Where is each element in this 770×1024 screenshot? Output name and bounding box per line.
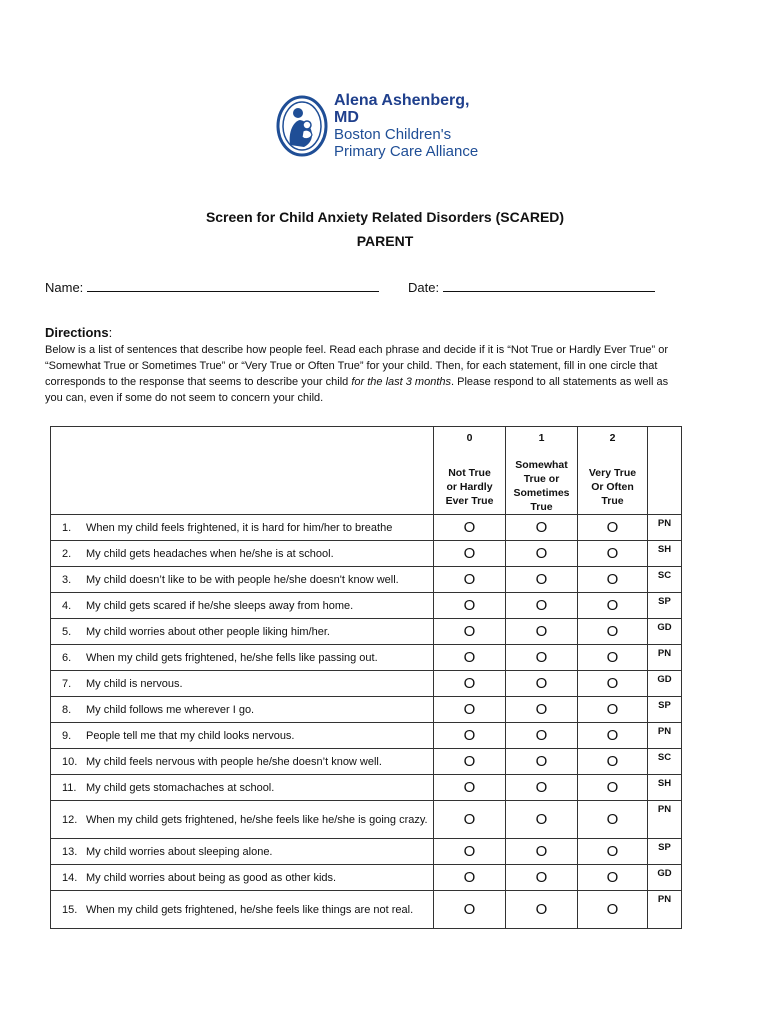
column-header-0: 0 Not True or Hardly Ever True bbox=[434, 427, 506, 515]
name-label: Name: bbox=[45, 280, 84, 295]
response-circle-2[interactable]: O bbox=[578, 567, 648, 593]
response-circle-1[interactable]: O bbox=[506, 619, 578, 645]
response-circle-2[interactable]: O bbox=[578, 593, 648, 619]
item-statement bbox=[51, 891, 434, 929]
item-statement bbox=[51, 645, 434, 671]
item-statement bbox=[51, 865, 434, 891]
table-row bbox=[51, 839, 682, 865]
response-circle-2[interactable]: O bbox=[578, 515, 648, 541]
item-statement bbox=[51, 749, 434, 775]
response-circle-1[interactable]: O bbox=[506, 891, 578, 929]
scoring-code: PN bbox=[648, 645, 682, 671]
item-statement bbox=[51, 515, 434, 541]
mother-child-logo-icon bbox=[276, 95, 328, 157]
directions-emphasis: for the last 3 months bbox=[351, 376, 452, 388]
item-text: When my child gets frightened, he/she feels like things are not real. bbox=[86, 903, 414, 916]
directions-heading: Directions: bbox=[45, 325, 113, 340]
response-circle-1[interactable]: O bbox=[506, 865, 578, 891]
item-statement bbox=[51, 619, 434, 645]
item-text: My child doesn’t like to be with people he/she doesn't know well. bbox=[86, 573, 399, 586]
response-circle-1[interactable]: O bbox=[506, 515, 578, 541]
response-circle-0[interactable]: O bbox=[434, 645, 506, 671]
item-text: My child worries about other people liking him/her. bbox=[86, 625, 330, 638]
item-number: 11. bbox=[62, 781, 77, 794]
response-circle-0[interactable]: O bbox=[434, 619, 506, 645]
response-circle-1[interactable]: O bbox=[506, 541, 578, 567]
item-statement bbox=[51, 723, 434, 749]
item-text: People tell me that my child looks nervous. bbox=[86, 729, 295, 742]
name-field[interactable] bbox=[45, 279, 379, 295]
item-statement bbox=[51, 839, 434, 865]
item-number: 14. bbox=[62, 871, 78, 884]
response-circle-2[interactable]: O bbox=[578, 697, 648, 723]
table-row bbox=[51, 619, 682, 645]
response-circle-0[interactable]: O bbox=[434, 593, 506, 619]
item-text: My child is nervous. bbox=[86, 677, 183, 690]
response-circle-1[interactable]: O bbox=[506, 749, 578, 775]
item-text: My child gets headaches when he/she is at school. bbox=[86, 547, 334, 560]
table-row bbox=[51, 697, 682, 723]
response-circle-0[interactable]: O bbox=[434, 515, 506, 541]
practice-logo bbox=[276, 94, 496, 158]
response-circle-2[interactable]: O bbox=[578, 801, 648, 839]
date-field[interactable] bbox=[408, 279, 655, 295]
item-text: My child gets scared if he/she sleeps away from home. bbox=[86, 599, 354, 612]
scoring-code: GD bbox=[648, 619, 682, 645]
item-number: 10. bbox=[62, 755, 78, 768]
item-statement bbox=[51, 593, 434, 619]
item-number: 15. bbox=[62, 903, 78, 916]
item-statement bbox=[51, 697, 434, 723]
item-text: My child worries about sleeping alone. bbox=[86, 845, 273, 858]
response-circle-0[interactable]: O bbox=[434, 723, 506, 749]
response-circle-2[interactable]: O bbox=[578, 839, 648, 865]
scoring-code: SP bbox=[648, 593, 682, 619]
item-text: My child feels nervous with people he/she doesn’t know well. bbox=[86, 755, 382, 768]
response-circle-1[interactable]: O bbox=[506, 723, 578, 749]
response-circle-1[interactable]: O bbox=[506, 801, 578, 839]
table-row bbox=[51, 865, 682, 891]
scoring-code: SC bbox=[648, 749, 682, 775]
scoring-code: SC bbox=[648, 567, 682, 593]
item-number: 6. bbox=[62, 651, 72, 664]
table-row bbox=[51, 723, 682, 749]
response-circle-2[interactable]: O bbox=[578, 645, 648, 671]
response-circle-1[interactable]: O bbox=[506, 671, 578, 697]
scoring-code: SP bbox=[648, 697, 682, 723]
header-blank-cell bbox=[51, 427, 434, 515]
response-circle-0[interactable]: O bbox=[434, 749, 506, 775]
item-number: 3. bbox=[62, 573, 72, 586]
response-circle-0[interactable]: O bbox=[434, 839, 506, 865]
scoring-code: PN bbox=[648, 891, 682, 929]
item-statement bbox=[51, 541, 434, 567]
table-row bbox=[51, 567, 682, 593]
response-circle-0[interactable]: O bbox=[434, 567, 506, 593]
table-row bbox=[51, 671, 682, 697]
item-text: When my child gets frightened, he/she feels like he/she is going crazy. bbox=[86, 813, 428, 826]
scoring-code: GD bbox=[648, 865, 682, 891]
item-text: When my child gets frightened, he/she fells like passing out. bbox=[86, 651, 378, 664]
table-row bbox=[51, 749, 682, 775]
item-statement bbox=[51, 671, 434, 697]
item-statement bbox=[51, 567, 434, 593]
table-row bbox=[51, 515, 682, 541]
response-circle-2[interactable]: O bbox=[578, 775, 648, 801]
scoring-code: SH bbox=[648, 541, 682, 567]
item-text: My child worries about being as good as other kids. bbox=[86, 871, 337, 884]
item-number: 12. bbox=[62, 813, 78, 826]
response-circle-1[interactable]: O bbox=[506, 775, 578, 801]
item-number: 4. bbox=[62, 599, 72, 612]
logo-line-2: Boston Children's bbox=[334, 126, 452, 143]
item-number: 9. bbox=[62, 729, 72, 742]
table-row bbox=[51, 891, 682, 929]
response-circle-2[interactable]: O bbox=[578, 865, 648, 891]
response-circle-2[interactable]: O bbox=[578, 619, 648, 645]
table-row bbox=[51, 593, 682, 619]
table-row bbox=[51, 801, 682, 839]
response-circle-2[interactable]: O bbox=[578, 723, 648, 749]
response-circle-1[interactable]: O bbox=[506, 839, 578, 865]
item-text: My child follows me wherever I go. bbox=[86, 703, 255, 716]
header-code-cell bbox=[648, 427, 682, 515]
scoring-code: PN bbox=[648, 723, 682, 749]
scoring-code: SP bbox=[648, 839, 682, 865]
item-text: My child gets stomachaches at school. bbox=[86, 781, 275, 794]
form-subtitle: PARENT bbox=[356, 233, 414, 249]
item-number: 13. bbox=[62, 845, 78, 858]
item-statement bbox=[51, 801, 434, 839]
column-header-2: 2 Very True Or Often True bbox=[578, 427, 648, 515]
response-circle-0[interactable]: O bbox=[434, 865, 506, 891]
response-circle-1[interactable]: O bbox=[506, 645, 578, 671]
response-circle-2[interactable]: O bbox=[578, 891, 648, 929]
scoring-code: GD bbox=[648, 671, 682, 697]
scoring-code: PN bbox=[648, 801, 682, 839]
logo-line-3: Primary Care Alliance bbox=[334, 143, 479, 160]
response-circle-2[interactable]: O bbox=[578, 671, 648, 697]
logo-name: Alena Ashenberg, MD bbox=[334, 92, 470, 126]
item-number: 2. bbox=[62, 547, 72, 560]
response-circle-0[interactable]: O bbox=[434, 775, 506, 801]
date-blank[interactable] bbox=[443, 279, 655, 292]
response-circle-1[interactable]: O bbox=[506, 697, 578, 723]
response-circle-2[interactable]: O bbox=[578, 541, 648, 567]
response-circle-1[interactable]: O bbox=[506, 567, 578, 593]
header-row bbox=[51, 427, 682, 515]
scoring-code: PN bbox=[648, 515, 682, 541]
response-circle-0[interactable]: O bbox=[434, 801, 506, 839]
item-number: 7. bbox=[62, 677, 72, 690]
directions-text: Below is a list of sentences that describe how people feel. Read each phrase and decide if it is “Not True or Hardly Ever True” or “Somewhat True or Sometimes True” or “Very True or Often True” for your child. Then, for each statement, fill in one circle that corresponds to the response that seems to describe your child for the last 3 months. Please respond to all statements as well as you can, even if some do not seem to concern your child. bbox=[45, 344, 669, 404]
item-text: When my child feels frightened, it is hard for him/her to breathe bbox=[86, 521, 393, 534]
item-number: 8. bbox=[62, 703, 72, 716]
response-circle-2[interactable]: O bbox=[578, 749, 648, 775]
response-circle-1[interactable]: O bbox=[506, 593, 578, 619]
date-label: Date: bbox=[408, 280, 440, 295]
name-blank[interactable] bbox=[87, 279, 379, 292]
table-row bbox=[51, 775, 682, 801]
item-statement bbox=[51, 775, 434, 801]
response-circle-0[interactable]: O bbox=[434, 697, 506, 723]
table-row bbox=[51, 645, 682, 671]
item-number: 5. bbox=[62, 625, 72, 638]
response-circle-0[interactable]: O bbox=[434, 891, 506, 929]
scoring-code: SH bbox=[648, 775, 682, 801]
form-title: Screen for Child Anxiety Related Disorders (SCARED) bbox=[205, 209, 565, 225]
response-circle-0[interactable]: O bbox=[434, 671, 506, 697]
questionnaire-table bbox=[50, 426, 682, 929]
item-number: 1. bbox=[62, 521, 72, 534]
column-header-1: 1 Somewhat True or Sometimes True bbox=[506, 427, 578, 515]
response-circle-0[interactable]: O bbox=[434, 541, 506, 567]
table-row bbox=[51, 541, 682, 567]
